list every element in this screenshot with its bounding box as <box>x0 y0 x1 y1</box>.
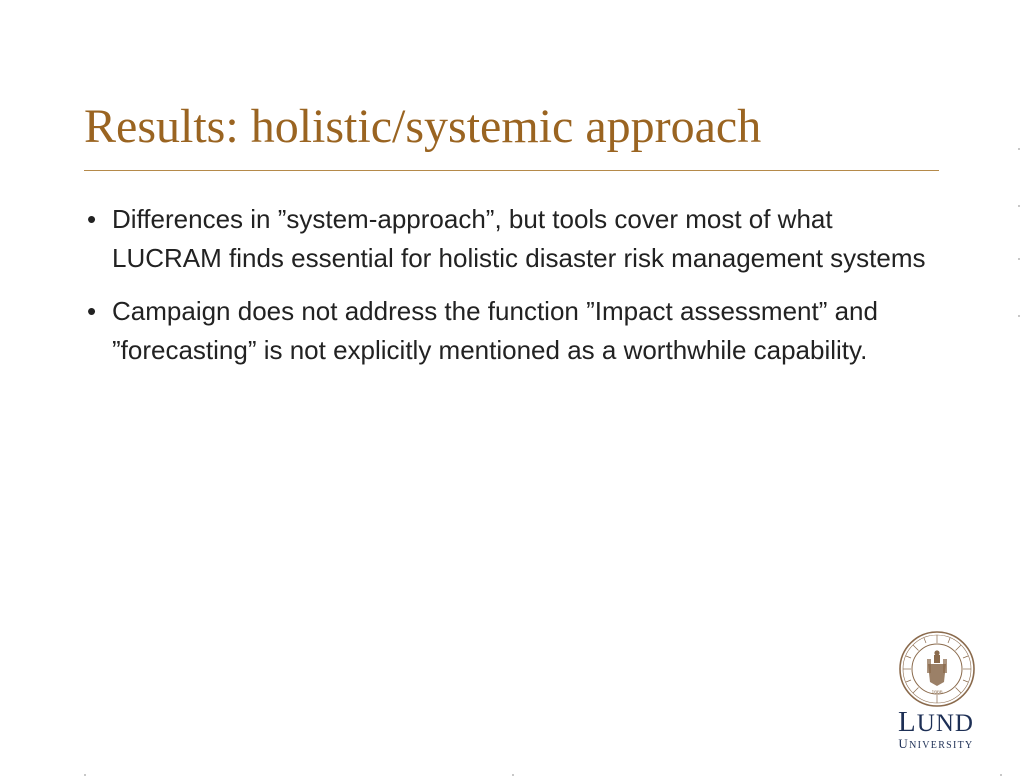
svg-text:1666: 1666 <box>931 689 943 696</box>
edge-mark <box>1018 205 1020 207</box>
wordmark-lund: LUND <box>898 706 974 738</box>
bullet-item <box>84 200 934 278</box>
bullet-text: Differences in ”system-approach”, but tools cover most of what LUCRAM finds essential for holistic disaster risk management systems <box>112 204 926 273</box>
bullet-text: Campaign does not address the function ”Impact assessment” and ”forecasting” is not explicitly mentioned as a worthwhile capability. <box>112 296 878 365</box>
slide-title: Results: holistic/systemic approach <box>84 100 762 153</box>
bullet-marker: • <box>87 296 97 326</box>
edge-mark <box>1000 774 1002 776</box>
university-seal-icon <box>898 630 976 708</box>
wordmark-university: UNIVERSITY <box>898 736 974 751</box>
bullet-item <box>84 292 934 370</box>
edge-mark <box>1018 315 1020 317</box>
edge-mark <box>1018 148 1020 150</box>
title-divider <box>84 170 939 171</box>
edge-mark <box>512 774 514 776</box>
lund-university-logo <box>888 630 988 750</box>
lund-university-wordmark <box>888 708 984 752</box>
bullet-marker: • <box>87 204 97 234</box>
edge-mark <box>1018 258 1020 260</box>
edge-mark <box>84 774 86 776</box>
bullet-list <box>84 200 934 384</box>
